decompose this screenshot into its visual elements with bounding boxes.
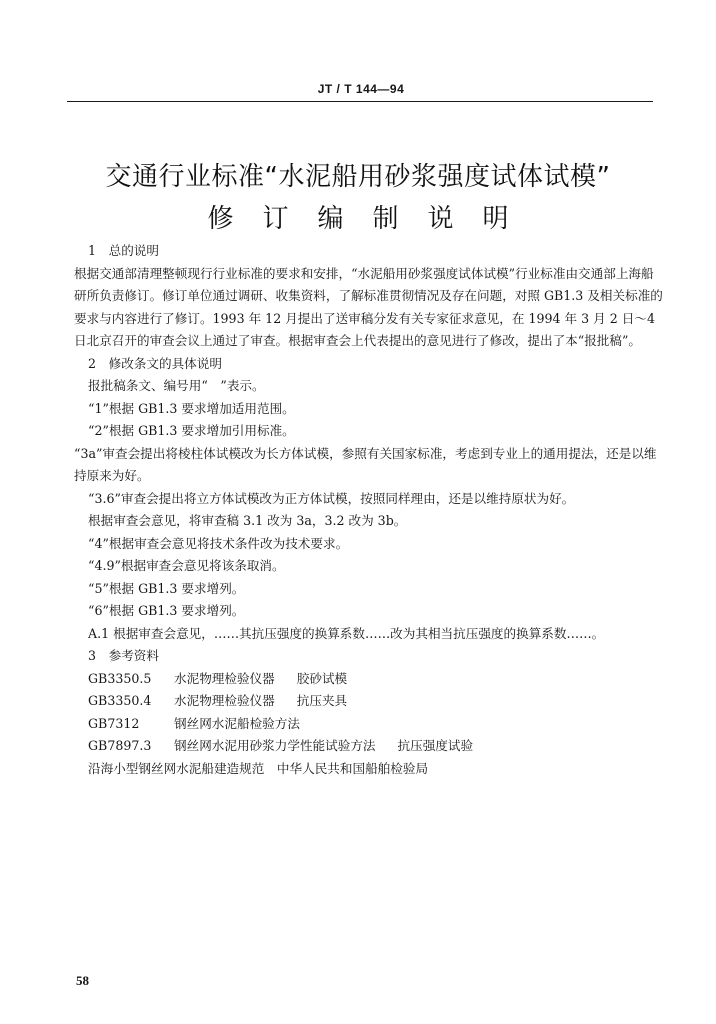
reference-row bbox=[88, 668, 663, 691]
section-1-heading: 1 总的说明 bbox=[88, 243, 159, 258]
document-title: 交通行业标准“水泥船用砂浆强度试体试模” bbox=[105, 162, 611, 192]
section-3-heading: 3 参考资料 bbox=[88, 648, 159, 663]
reference-item: 胶砂试模 bbox=[296, 670, 348, 686]
reference-name: 钢丝网水泥船检验方法 bbox=[174, 715, 300, 731]
document-subtitle: 修订编制说明 bbox=[207, 204, 538, 234]
reference-row-last: 沿海小型钢丝网水泥船建造规范 中华人民共和国船舶检验局 bbox=[88, 760, 429, 776]
section-2-line: “4.9”根据审查会意见将该条取消。 bbox=[88, 558, 285, 573]
section-2-line: “2”根据 GB1.3 要求增加引用标准。 bbox=[88, 423, 295, 438]
section-2-line: “6”根据 GB1.3 要求增列。 bbox=[88, 603, 245, 618]
standard-code-header: JT / T 144—94 bbox=[317, 82, 405, 96]
section-2-line: “3.6”审查会提出将立方体试模改为正方体试模，按照同样理由，还是以维持原状为好。 bbox=[88, 490, 575, 506]
section-2-line: 报批稿条文、编号用“ ”表示。 bbox=[88, 378, 265, 393]
section-2-line: A.1 根据审查会意见，……其抗压强度的换算系数……改为其相当抗压强度的换算系数……。 bbox=[88, 625, 605, 641]
reference-code: GB3350.4 bbox=[88, 693, 152, 708]
reference-name: 水泥物理检验仪器 bbox=[174, 670, 275, 686]
section-1-paragraph: 根据交通部清理整顿现行行业标准的要求和安排，“水泥船用砂浆强度试体试模”行业标准由交通部上海船研所负责修订。修订单位通过调研、收集资料，了解标准贯彻情况及存在问题，对照 GB1.3 及相关标准的要求与内容进行了修订。1993 年 12 月提出了送审稿分发有关专家征求意见，在 1994 年 3 月 2 日～4 日北京召开的审查会议上通过了审查。根据审查会上代表提出的意见进行了修改，提出了本“报批稿”。 bbox=[74, 265, 663, 348]
reference-item: 抗压夹具 bbox=[296, 693, 348, 708]
header-rule bbox=[67, 101, 653, 102]
reference-name: 水泥物理检验仪器 bbox=[174, 693, 275, 708]
reference-row bbox=[88, 713, 663, 736]
reference-name: 钢丝网水泥用砂浆力学性能试验方法 bbox=[174, 738, 376, 753]
reference-item: 抗压强度试验 bbox=[397, 738, 474, 753]
section-2-line: 根据审查会意见，将审查稿 3.1 改为 3a，3.2 改为 3b。 bbox=[88, 513, 407, 528]
reference-code: GB7312 bbox=[88, 715, 140, 731]
reference-row bbox=[88, 690, 663, 713]
page-number: 58 bbox=[76, 973, 89, 988]
section-2-line: “4”根据审查会意见将技术条件改为技术要求。 bbox=[88, 535, 349, 551]
reference-code: GB7897.3 bbox=[88, 738, 152, 753]
reference-row bbox=[88, 735, 663, 758]
section-2-line-3a: “3a”审查会提出将棱柱体试模改为长方体试模，参照有关国家标准，考虑到专业上的通用提法，还是以维持原来为好。 bbox=[74, 445, 657, 483]
section-2-line: “5”根据 GB1.3 要求增列。 bbox=[88, 580, 245, 596]
section-2-heading: 2 修改条文的具体说明 bbox=[88, 355, 222, 371]
reference-code: GB3350.5 bbox=[88, 670, 152, 686]
section-2-line: “1”根据 GB1.3 要求增加适用范围。 bbox=[88, 400, 295, 416]
document-body bbox=[74, 240, 663, 780]
